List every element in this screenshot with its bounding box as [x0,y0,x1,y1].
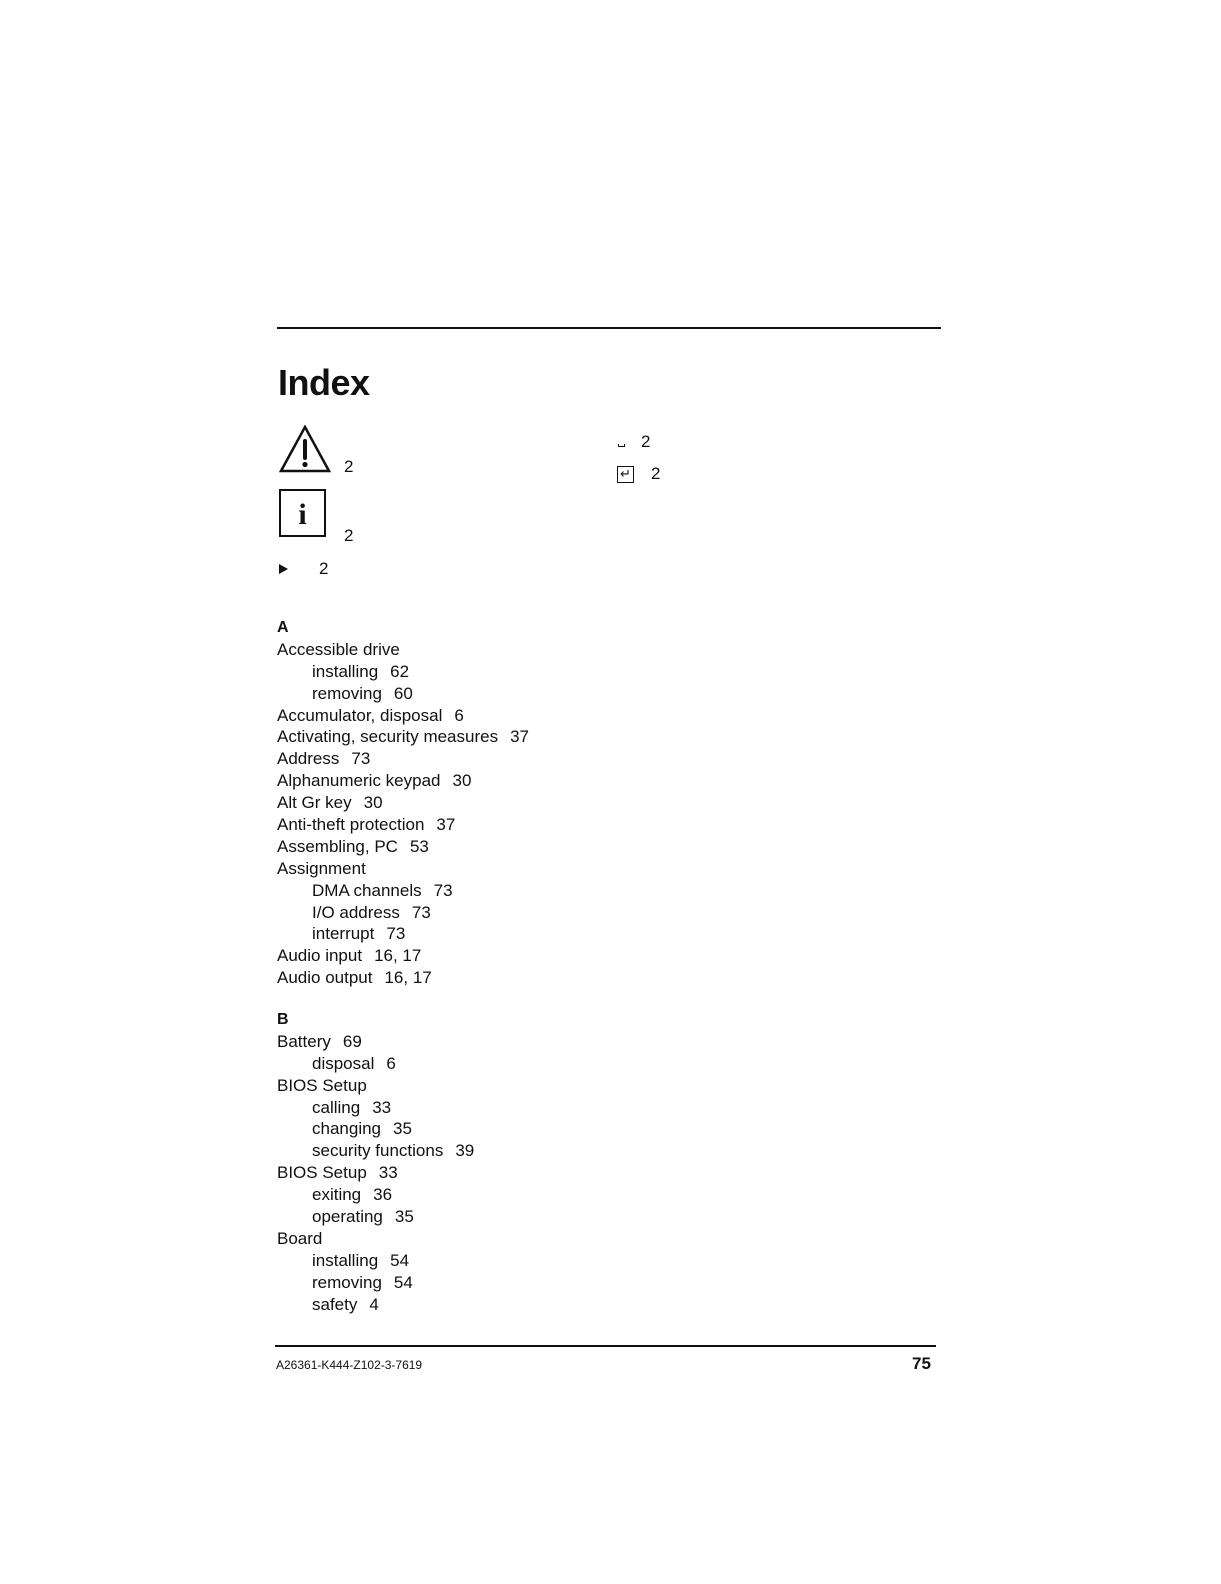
entry-pages: 35 [394,1207,414,1227]
enter-key-icon: ↵ [617,466,634,483]
entry-term: Anti-theft protection [277,815,425,835]
entry-term: Assembling, PC [277,836,398,856]
index-entry [277,814,529,836]
info-box-icon: i [279,489,326,537]
entry-pages: 30 [452,771,472,791]
entry-term: exiting [312,1185,362,1205]
symbol-entry-space [618,432,678,454]
index-subentry [277,923,529,945]
entry-term: Battery [277,1031,331,1051]
entry-term: DMA channels [312,880,422,900]
entry-term: Address [277,749,340,769]
index-entry [277,1162,474,1184]
entry-pages: 62 [390,661,410,681]
entry-term: removing [312,683,382,703]
entry-term: Alt Gr key [277,793,352,813]
index-entry [277,945,529,967]
entry-term: Assignment [277,858,366,878]
entry-term: Accessible drive [277,639,400,659]
index-subentry [277,880,529,902]
symbol-page: 2 [651,464,661,483]
entry-pages: 33 [378,1163,398,1183]
index-entry [277,1031,474,1053]
entry-term: Board [277,1228,323,1248]
symbol-entry-arrow [279,559,359,581]
section-letter: A [277,619,289,636]
entry-pages: 39 [455,1141,475,1161]
entry-term: installing [312,1250,379,1270]
index-subentry [277,1250,474,1272]
index-section-a [277,617,529,989]
page-title: Index [278,362,370,403]
index-subentry [277,1140,474,1162]
index-entry [277,1228,474,1250]
index-section-b [277,1009,474,1315]
index-subentry [277,1184,474,1206]
index-entry [277,967,529,989]
index-entry [277,1075,474,1097]
entry-pages: 53 [409,836,429,856]
index-subentry [277,1272,474,1294]
index-entry [277,639,529,661]
entry-pages: 30 [363,793,383,813]
index-entry [277,705,529,727]
page-number: 75 [912,1354,931,1373]
symbol-entry-enter [617,463,677,487]
entry-pages: 6 [454,705,464,725]
entry-term: I/O address [312,902,400,922]
entry-term: removing [312,1272,382,1292]
index-subentry [277,1097,474,1119]
entry-pages: 37 [436,815,456,835]
entry-pages: 73 [386,924,406,944]
entry-term: operating [312,1207,383,1227]
index-subentry [277,683,529,705]
index-entry [277,770,529,792]
entry-pages: 54 [393,1272,413,1292]
entry-term: Activating, security measures [277,727,499,747]
entry-term: calling [312,1097,361,1117]
entry-pages: 36 [373,1185,393,1205]
entry-pages: 33 [372,1097,392,1117]
symbol-entry-info [279,489,379,549]
entry-term: disposal [312,1053,375,1073]
entry-pages: 69 [342,1031,362,1051]
space-bar-icon [618,444,625,447]
entry-pages: 73 [411,902,431,922]
index-entry [277,792,529,814]
entry-pages: 73 [351,749,371,769]
entry-term: Alphanumeric keypad [277,771,441,791]
entry-term: changing [312,1119,382,1139]
index-subentry [277,1053,474,1075]
symbol-page: 2 [344,526,354,545]
entry-term: installing [312,661,379,681]
entry-term: Audio output [277,968,373,988]
symbol-page: 2 [344,457,354,476]
entry-term: BIOS Setup [277,1075,367,1095]
bottom-rule [275,1345,936,1347]
document-code: A26361-K444-Z102-3-7619 [276,1358,423,1372]
top-rule [277,327,941,329]
entry-pages: 16, 17 [374,946,422,966]
index-subentry [277,902,529,924]
entry-term: BIOS Setup [277,1163,367,1183]
right-triangle-icon [279,564,288,574]
index-entry [277,858,529,880]
entry-pages: 73 [433,880,453,900]
warning-triangle-icon [279,425,331,473]
entry-term: interrupt [312,924,375,944]
entry-term: Audio input [277,946,363,966]
index-subentry [277,1294,474,1316]
index-entry [277,748,529,770]
index-entry [277,836,529,858]
section-letter: B [277,1011,289,1028]
entry-pages: 60 [393,683,413,703]
entry-term: security functions [312,1141,444,1161]
entry-pages: 54 [390,1250,410,1270]
entry-pages: 35 [393,1119,412,1139]
entry-pages: 16, 17 [384,968,432,988]
entry-pages: 4 [369,1294,379,1314]
index-subentry [277,1206,474,1228]
entry-term: safety [312,1294,358,1314]
entry-pages: 6 [386,1053,396,1073]
entry-pages: 37 [510,727,530,747]
symbol-page: 2 [641,432,651,451]
symbol-entry-warning [279,425,379,480]
index-entry [277,726,529,748]
index-subentry [277,1118,474,1140]
index-subentry [277,661,529,683]
symbol-page: 2 [319,559,329,578]
entry-term: Accumulator, disposal [277,705,443,725]
